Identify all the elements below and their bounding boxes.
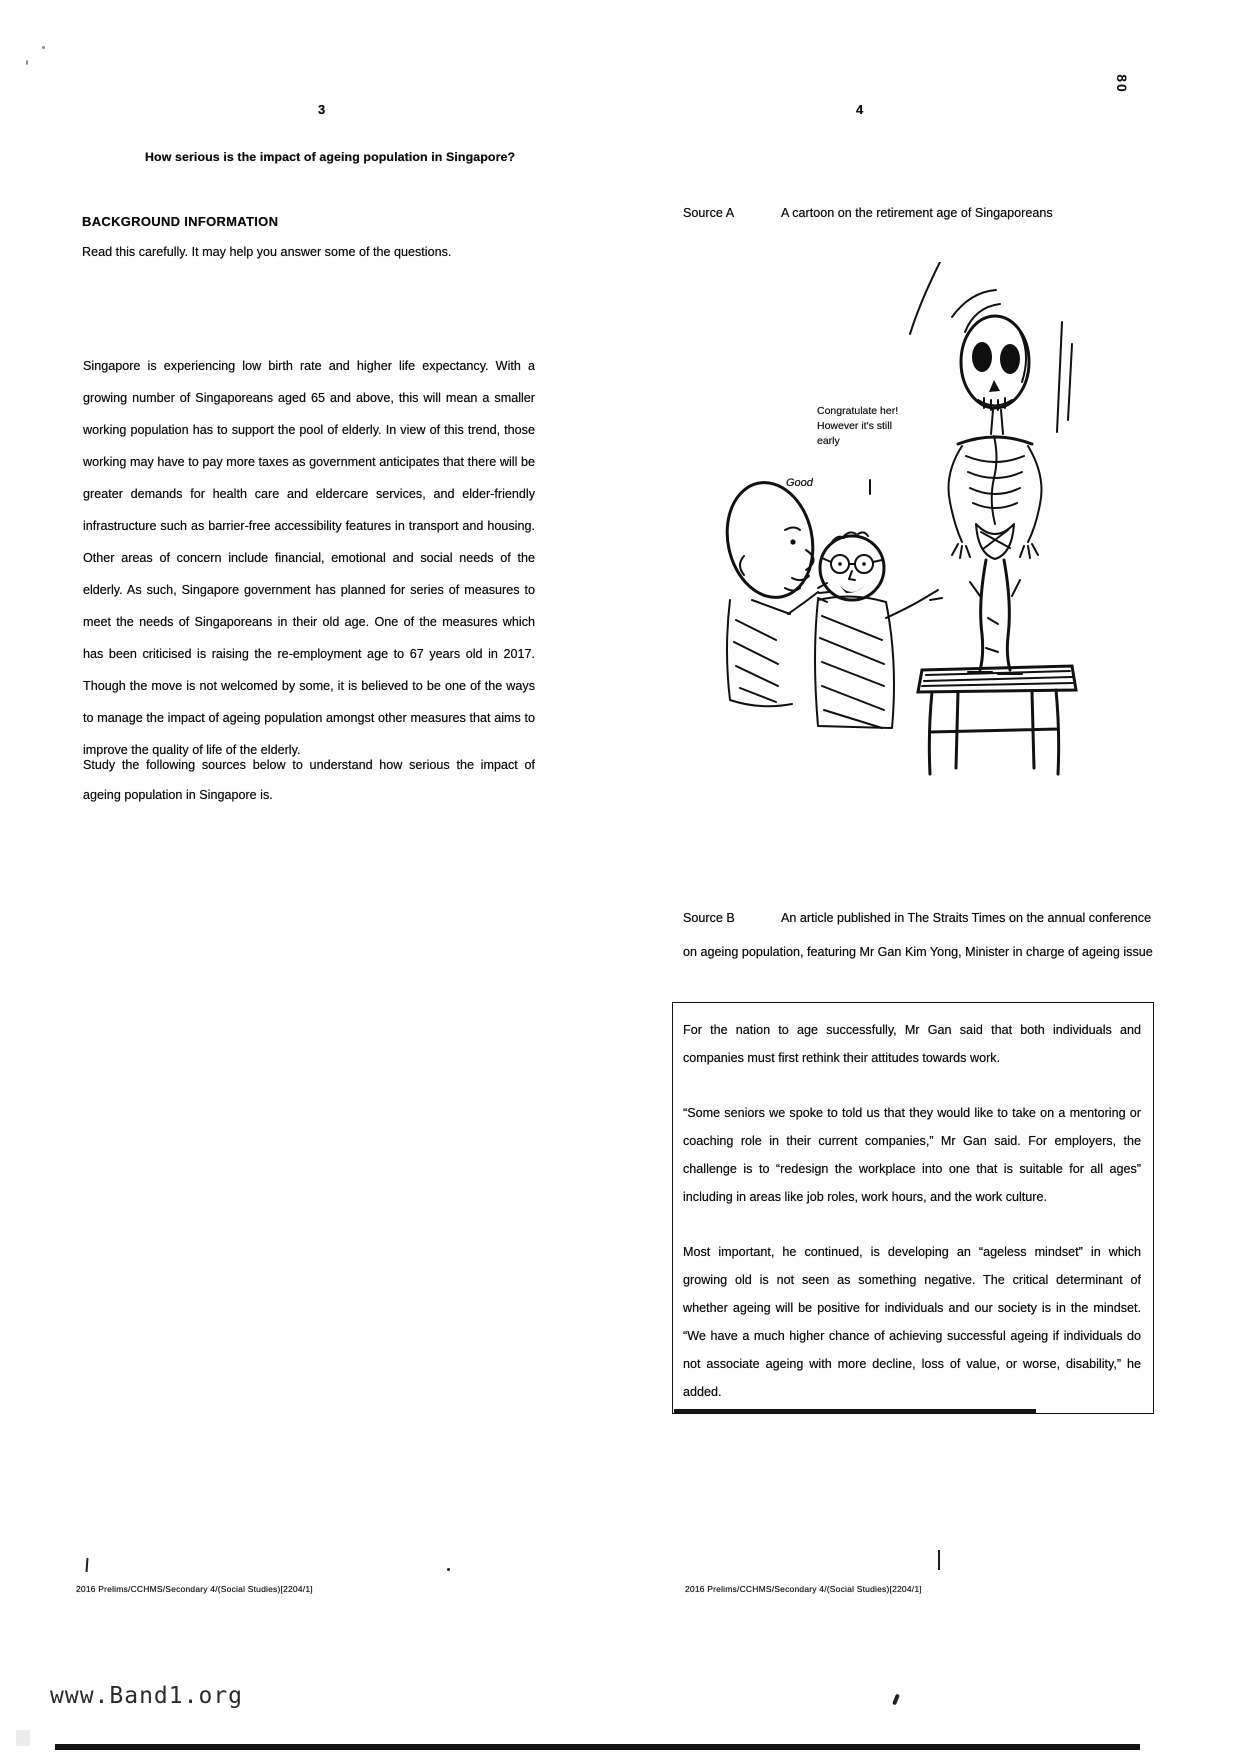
study-sources-paragraph: Study the following sources below to understand how serious the impact of ageing population in Singapore is. [83,758,535,802]
article-paragraph-3: Most important, he continued, is developing an “ageless mindset” in which growing old is not seen as something negative. The critical determinant of whether ageing will be positive for individuals and our society is in the mindset. “We have a much higher chance of achieving successful ageing if individuals do not associate ageing with more decline, loss of value, or worse, disability,” he added. [683,1245,1141,1399]
background-information-heading: BACKGROUND INFORMATION [82,214,279,229]
skull-nose [989,380,1000,392]
scan-speck-2 [26,60,28,65]
skeleton-neck [991,410,1003,434]
cartoon-speech-line3: early [817,435,840,447]
stool-legs [929,690,1058,774]
skeleton-legs [980,560,1010,670]
cartoon-exclamation: Good [786,477,813,489]
footer-left: 2016 Prelims/CCHMS/Secondary 4/(Social Studies)[2204/1] [76,1584,313,1594]
glasses-eye-left [838,562,842,566]
glasses-man-nose [849,571,855,580]
skeleton-arm-right [1020,446,1042,558]
glasses-man-mouth [840,586,864,593]
source-b-label: Source B [683,911,735,925]
left-man-head [717,475,823,606]
scan-speck-1 [42,46,45,49]
left-man-body-arm [727,583,829,706]
footer-right: 2016 Prelims/CCHMS/Secondary 4/(Social Studies)[2204/1] [685,1584,922,1594]
source-b-caption-text: An article published in The Straits Times on the annual conference on ageing population, featuring Mr Gan Kim Yong, Minister in charge of ageing issue [683,911,1153,959]
cartoon-speech-text [817,404,937,449]
cartoon-edge-lines [1057,322,1072,432]
skeleton-pelvis [976,524,1014,559]
scan-tick-left [86,1558,89,1572]
scan-faint-block [16,1730,30,1746]
skeleton-ribs [966,456,1024,508]
glasses-man-head [820,536,884,600]
stool-shading [922,671,1073,686]
source-a-label: Source A [683,206,735,220]
source-a-caption-text: A cartoon on the retirement age of Singaporeans [781,206,1053,220]
scan-dot-center [447,1568,450,1571]
page-number-left: 3 [318,102,326,117]
margin-page-number: 80 [1113,74,1130,94]
watermark-url: www.Band1.org [50,1683,244,1709]
article-box-bottom-line [674,1409,1036,1413]
scan-bottom-bar [55,1744,1140,1750]
background-body-paragraph: Singapore is experiencing low birth rate and higher life expectancy. With a growing number of Singaporeans aged 65 and above, this will mean a smaller working population has to support the pool of elderly. In view of this trend, those working may have to pay more taxes as government anticipates that there will be greater demands for health care and eldercare services, and elder-friendly infrastructure such as barrier-free accessibility features in transport and housing. Other areas of concern include financial, emotional and social needs of the elderly. As such, Singapore government has planned for series of measures to meet the needs of Singaporeans in their old age. One of the measures which has been criticised is raising the re-employment age to 67 years old in 2017. Though the move is not welcomed by some, it is believed to be one of the ways to manage the impact of ageing population amongst other measures that aims to improve the quality of life of the elderly. [83,359,535,757]
source-a-cartoon-image [700,262,1100,807]
glasses-eye-right [862,562,866,566]
skeleton-spine [992,436,997,524]
page-number-right: 4 [856,102,864,117]
glasses-man-pointing-arm [886,590,942,618]
skeleton-feet-and-shading [968,580,1022,674]
cartoon-sketch [700,262,1100,807]
cartoon-speech-line1: Congratulate her! [817,405,899,417]
cartoon-stick-line [910,262,940,334]
glasses-man-shading [820,616,884,728]
article-paragraph-1: For the nation to age successfully, Mr Gan said that both individuals and companies must first rethink their attitudes towards work. [683,1023,1141,1065]
scan-tick-right [938,1550,940,1570]
cartoon-speech-line2: However it's still [817,420,892,432]
skeleton-arm-left [949,446,971,558]
scan-comma-mark [892,1694,900,1706]
source-b-caption [683,901,1161,969]
article-paragraph-2: “Some seniors we spoke to told us that they would like to take on a mentoring or coaching role in their current companies,” Mr Gan said. For employers, the challenge is to “redesign the workplace into one that is suitable for all ages” including in areas like job roles, work hours, and the work culture. [683,1106,1141,1204]
left-man-shading [734,620,778,702]
skull-eye-left [972,342,992,372]
left-man-eye [790,539,795,544]
page-title: How serious is the impact of ageing population in Singapore? [145,150,516,164]
source-b-article-box [672,1002,1154,1414]
skull-eye-right [1000,344,1020,374]
source-a-caption [683,196,1053,230]
background-instruction: Read this carefully. It may help you answer some of the questions. [82,245,452,259]
